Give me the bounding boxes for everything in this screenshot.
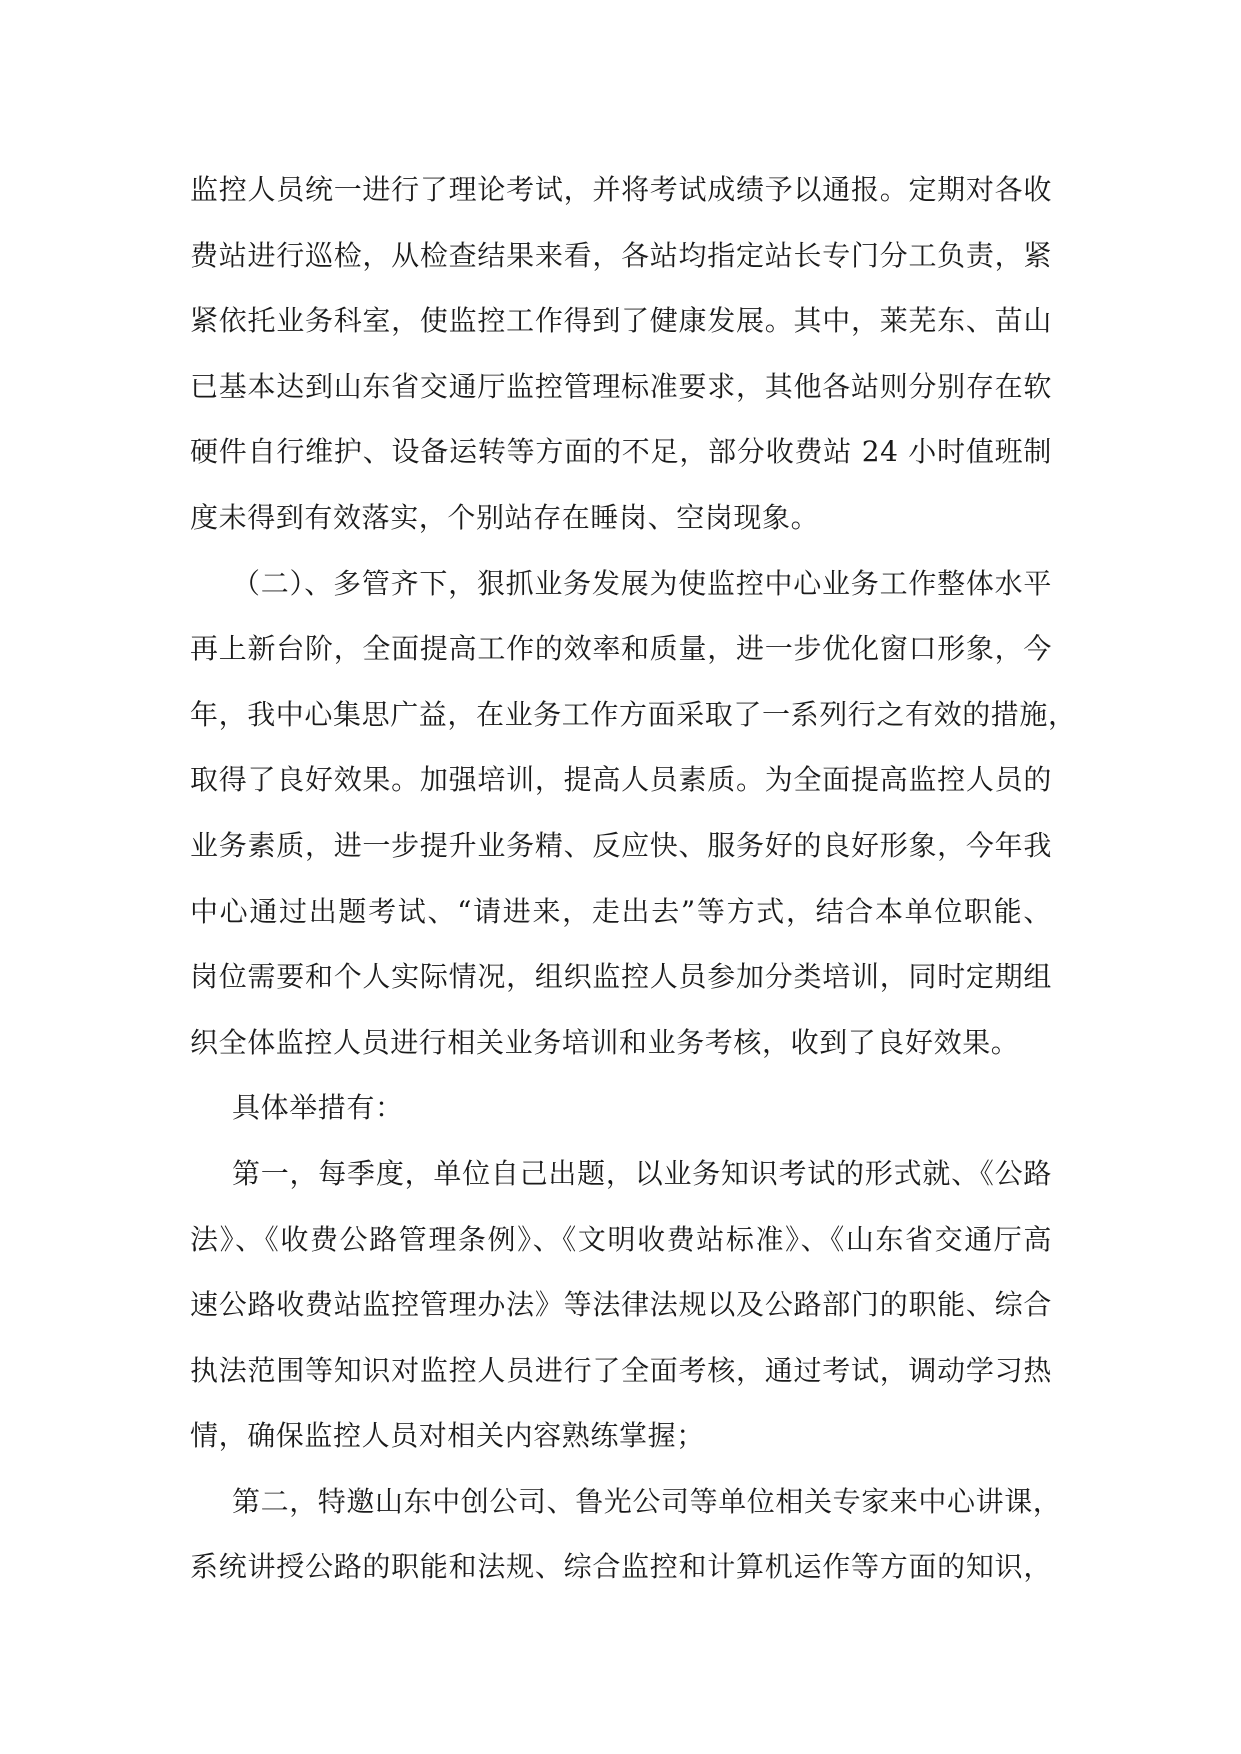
text-line: 监控人员统一进行了理论考试，并将考试成绩予以通报。定期对各收: [190, 173, 1052, 206]
text-line: 中心通过出题考试、“请进来，走出去”等方式，结合本单位职能、: [190, 894, 1052, 928]
document-body: [190, 157, 1077, 1600]
paragraph-3: [190, 1075, 1052, 1141]
text-line: 取得了良好效果。加强培训，提高人员素质。为全面提高监控人员的: [190, 763, 1052, 797]
text-line: 岗位需要和个人实际情况，组织监控人员参加分类培训，同时定期组: [190, 960, 1052, 994]
text-line: 度未得到有效落实，个别站存在睡岗、空岗现象。: [190, 500, 820, 534]
text-line: 法》、《收费公路管理条例》、《文明收费站标准》、《山东省交通厅高: [190, 1222, 1052, 1256]
paragraph-5: [190, 1469, 1062, 1600]
text-line: 情，确保监控人员对相关内容熟练掌握；: [190, 1419, 705, 1453]
text-line: 织全体监控人员进行相关业务培训和业务考核，收到了良好效果。: [190, 1025, 1020, 1059]
paragraph-2: [190, 551, 1077, 1076]
text-line: 业务素质，进一步提升业务精、反应快、服务好的良好形象，今年我: [190, 828, 1052, 862]
text-line: 速公路收费站监控管理办法》等法律法规以及公路部门的职能、综合: [190, 1288, 1052, 1322]
text-line: （二）、多管齐下，狠抓业务发展为使监控中心业务工作整体水平: [232, 566, 1052, 600]
text-line: 年，我中心集思广益，在业务工作方面采取了一系列行之有效的措施，: [190, 697, 1077, 731]
text-line: 再上新台阶，全面提高工作的效率和质量，进一步优化窗口形象，今: [190, 632, 1052, 666]
text-line: 紧依托业务科室，使监控工作得到了健康发展。其中，莱芜东、苗山: [190, 304, 1052, 338]
paragraph-1: [190, 157, 1052, 551]
text-line: 已基本达到山东省交通厅监控管理标准要求，其他各站则分别存在软: [190, 369, 1052, 403]
text-line: 第一，每季度，单位自己出题，以业务知识考试的形式就、《公路: [232, 1156, 1052, 1190]
text-line: 具体举措有：: [232, 1091, 404, 1125]
text-line: 执法范围等知识对监控人员进行了全面考核，通过考试，调动学习热: [190, 1353, 1052, 1387]
paragraph-4: [190, 1141, 1052, 1469]
text-line: 硬件自行维护、设备运转等方面的不足，部分收费站 24 小时值班制: [190, 435, 1052, 469]
text-line: 费站进行巡检，从检查结果来看，各站均指定站长专门分工负责，紧: [190, 238, 1052, 272]
text-line: 系统讲授公路的职能和法规、综合监控和计算机运作等方面的知识，: [190, 1550, 1052, 1584]
text-line: 第二，特邀山东中创公司、鲁光公司等单位相关专家来中心讲课，: [232, 1484, 1062, 1518]
